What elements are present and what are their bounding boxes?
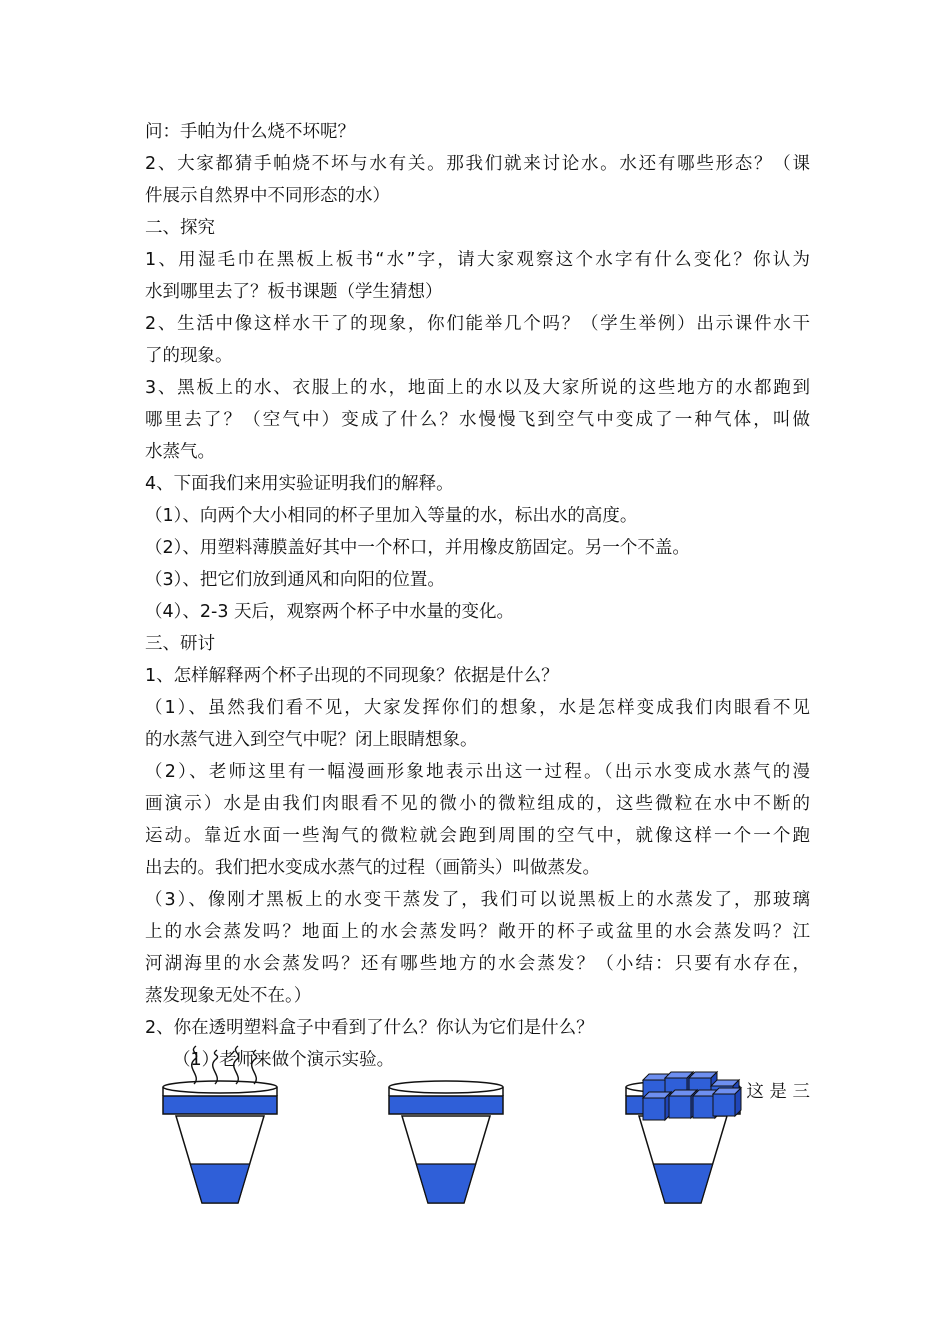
text-line: （3）、像刚才黑板上的水变干蒸发了，我们可以说黑板上的水蒸发了，那玻璃 <box>145 890 810 910</box>
experiment-figures <box>150 1036 790 1216</box>
funnel-open <box>389 1081 503 1203</box>
steam-line <box>192 1046 197 1084</box>
text-line: （2）、用塑料薄膜盖好其中一个杯口，并用橡皮筋固定。另一个不盖。 <box>145 538 690 558</box>
text-line: 哪里去了？（空气中）变成了什么？水慢慢飞到空气中变成了一种气体，叫做 <box>145 410 810 430</box>
funnel-with-ice-cubes <box>626 1072 741 1203</box>
text-line: 画演示）水是由我们肉眼看不见的微小的微粒组成的，这些微粒在水中不断的 <box>145 794 810 814</box>
steam-line <box>234 1046 239 1084</box>
steam-line <box>213 1050 218 1084</box>
text-line: 问：手帕为什么烧不坏呢？ <box>145 122 355 142</box>
text-line: 1、用湿毛巾在黑板上板书“水”字，请大家观察这个水字有什么变化？你认为 <box>145 250 810 270</box>
text-line: 河湖海里的水会蒸发吗？还有哪些地方的水会蒸发？（小结：只要有水存在， <box>145 954 810 974</box>
ice-cube-front <box>669 1096 691 1118</box>
text-line: 运动。靠近水面一些淘气的微粒就会跑到周围的空气中，就像这样一个一个跑 <box>145 826 810 846</box>
text-line: （3）、把它们放到通风和向阳的位置。 <box>145 570 445 590</box>
water-fill <box>190 1164 249 1203</box>
ice-cube-front <box>693 1096 715 1118</box>
text-line: 的水蒸气进入到空气中呢？闭上眼睛想象。 <box>145 730 478 750</box>
ice-cube-front <box>643 1098 665 1120</box>
text-line: （4）、2-3 天后，观察两个杯子中水量的变化。 <box>145 602 515 622</box>
text-line: （1）、虽然我们看不见，大家发挥你们的想象，水是怎样变成我们肉眼看不见 <box>145 698 810 718</box>
text-line: 1、怎样解释两个杯子出现的不同现象？依据是什么？ <box>145 666 559 686</box>
water-fill <box>416 1164 475 1203</box>
text-line: 出去的。我们把水变成水蒸气的过程（画箭头）叫做蒸发。 <box>145 858 600 878</box>
ice-cube-front <box>713 1094 735 1116</box>
text-line: （2）、老师这里有一幅漫画形象地表示出这一过程。（出示水变成水蒸气的漫 <box>145 762 810 782</box>
text-line: 蒸发现象无处不在。） <box>145 986 312 1006</box>
text-line: 水到哪里去了？板书课题（学生猜想） <box>145 282 443 302</box>
steam-line <box>252 1050 257 1084</box>
text-line: 2、生活中像这样水干了的现象，你们能举几个吗？（学生举例）出示课件水干 <box>145 314 810 334</box>
text-line: 3、黑板上的水、衣服上的水，地面上的水以及大家所说的这些地方的水都跑到 <box>145 378 810 398</box>
dish-water <box>389 1096 503 1114</box>
text-line: 件展示自然界中不同形态的水） <box>145 186 390 206</box>
text-line: 4、下面我们来用实验证明我们的解释。 <box>145 474 454 494</box>
dish-rim <box>163 1081 277 1093</box>
text-line: 二、探究 <box>145 218 215 238</box>
text-line: 2、大家都猜手帕烧不坏与水有关。那我们就来讨论水。水还有哪些形态？（课 <box>145 154 810 174</box>
document-body <box>145 116 810 1108</box>
dish-water <box>163 1096 277 1114</box>
text-line: 这 是 三 <box>746 1082 810 1102</box>
text-line: 上的水会蒸发吗？地面上的水会蒸发吗？敞开的杯子或盆里的水会蒸发吗？江 <box>145 922 810 942</box>
text-line: 三、研讨 <box>145 634 215 654</box>
water-fill <box>653 1164 712 1203</box>
text-line: 了的现象。 <box>145 346 233 366</box>
text-line: 2、你在透明塑料盒子中看到了什么？你认为它们是什么？ <box>145 1018 594 1038</box>
text-line: （1）、向两个大小相同的杯子里加入等量的水，标出水的高度。 <box>145 506 638 526</box>
dish-rim <box>389 1081 503 1093</box>
text-line: （1）老师来做个演示实验。 <box>173 1050 395 1070</box>
funnel-with-steam <box>163 1046 277 1203</box>
text-line: 水蒸气。 <box>145 442 215 462</box>
